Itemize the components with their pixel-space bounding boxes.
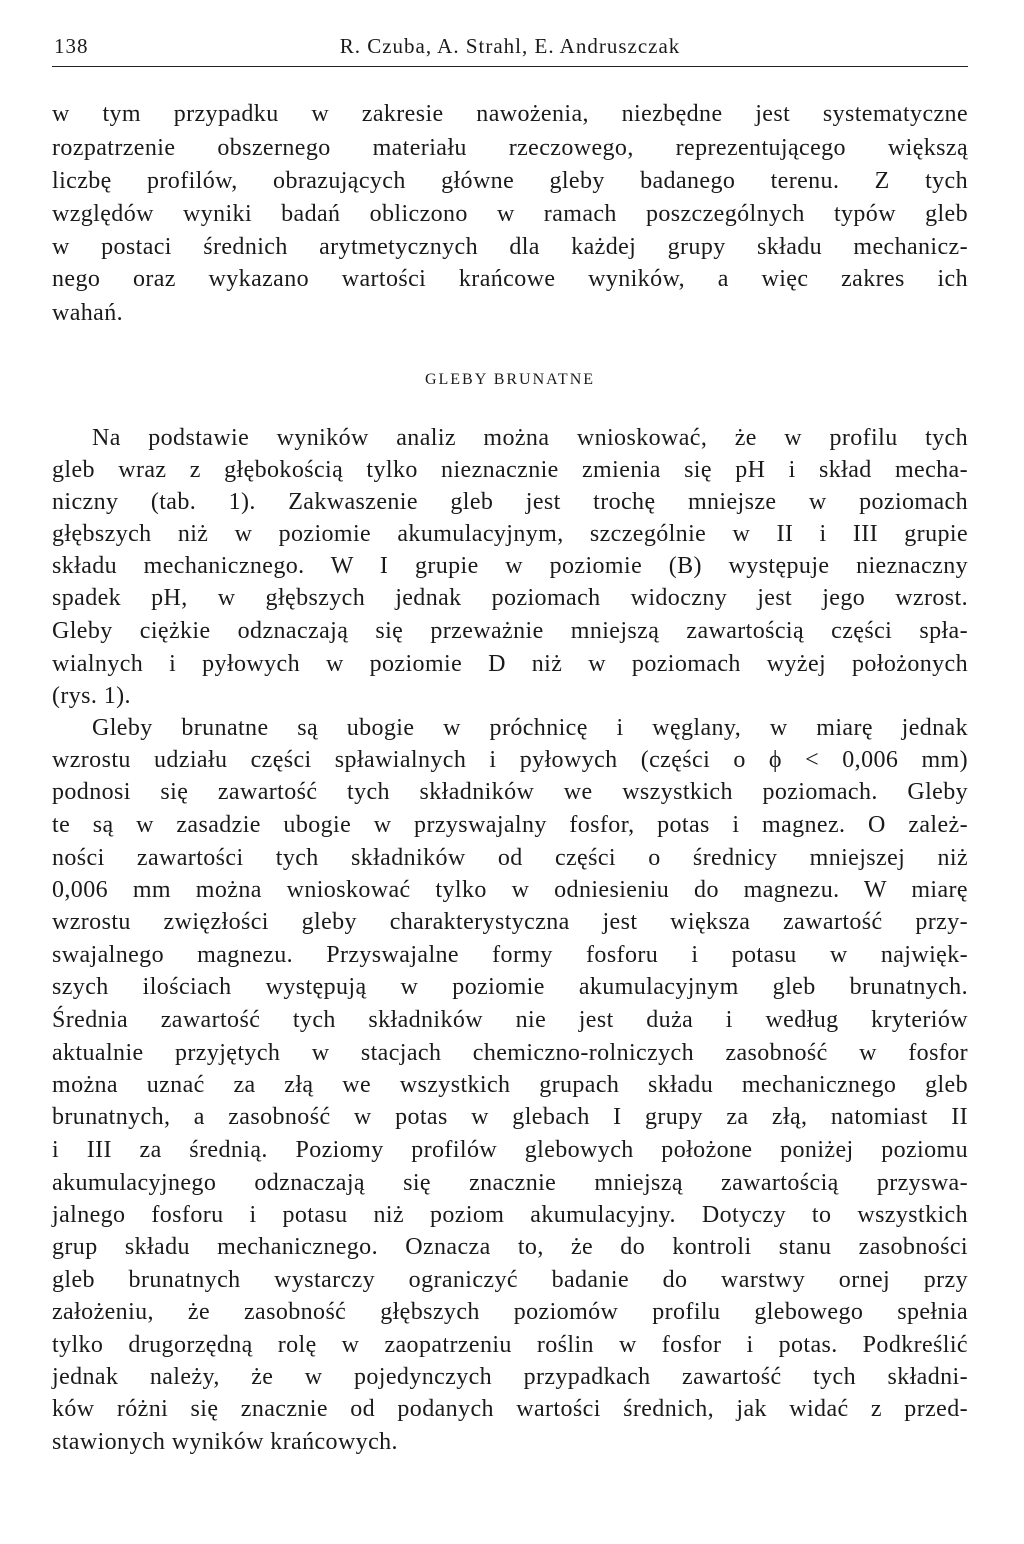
paragraph-1-line: w postaci średnich arytmetycznych dla każdej grupy składu mechanicz- (52, 234, 968, 260)
paragraph-1-line: w tym przypadku w zakresie nawożenia, niezbędne jest systematyczne (52, 101, 968, 127)
paragraph-3-line: ności zawartości tych składników od części o średnicy mniejszej niż (52, 845, 968, 871)
running-head-authors: R. Czuba, A. Strahl, E. Andruszczak (339, 34, 681, 58)
paragraph-3-line: i III za średnią. Poziomy profilów glebowych położone poniżej poziomu (52, 1137, 968, 1163)
page-number: 138 (54, 34, 89, 58)
page-header (52, 30, 968, 67)
paragraph-2-line: Gleby ciężkie odznaczają się przeważnie mniejszą zawartością części spła- (52, 618, 968, 644)
paragraph-2-line: gleb wraz z głębokością tylko nieznacznie zmienia się pH i skład mecha- (52, 457, 968, 483)
paragraph-1-line: liczbę profilów, obrazujących główne gleby badanego terenu. Z tych (52, 168, 968, 194)
paragraph-2-line: niczny (tab. 1). Zakwaszenie gleb jest trochę mniejsze w poziomach (52, 489, 968, 515)
paragraph-2-line: składu mechanicznego. W I grupie w poziomie (B) występuje nieznaczny (52, 553, 968, 579)
paragraph-3-line: ków różni się znacznie od podanych wartości średnich, jak widać z przed- (52, 1396, 968, 1422)
paragraph-3-line: aktualnie przyjętych w stacjach chemiczno-rolniczych zasobność w fosfor (52, 1040, 968, 1066)
paragraph-3-line: podnosi się zawartość tych składników we wszystkich poziomach. Gleby (52, 779, 968, 805)
paragraph-2-line: wialnych i pyłowych w poziomie D niż w poziomach wyżej położonych (52, 651, 968, 677)
paragraph-2-line: (rys. 1). (52, 683, 131, 709)
paragraph-3-line: wzrostu udziału części spławialnych i pyłowych (części o ϕ < 0,006 mm) (52, 747, 968, 773)
paragraph-3-line: tylko drugorzędną rolę w zaopatrzeniu roślin w fosfor i potas. Podkreślić (52, 1332, 968, 1358)
paragraph-3-line: jednak należy, że w pojedynczych przypadkach zawartość tych składni- (52, 1364, 968, 1390)
paragraph-1-line: nego oraz wykazano wartości krańcowe wyników, a więc zakres ich (52, 266, 968, 292)
paragraph-1-line: rozpatrzenie obszernego materiału rzeczowego, reprezentującego większą (52, 135, 968, 161)
paragraph-3-line: wzrostu zwięzłości gleby charakterystyczna jest większa zawartość przy- (52, 909, 968, 935)
paragraph-3-line: brunatnych, a zasobność w potas w glebach I grupy za złą, natomiast II (52, 1104, 968, 1130)
paragraph-3-line: Gleby brunatne są ubogie w próchnicę i węglany, w miarę jednak (92, 715, 968, 741)
paragraph-3-line: szych ilościach występują w poziomie akumulacyjnym gleb brunatnych. (52, 974, 968, 1000)
paragraph-3-line: jalnego fosforu i potasu niż poziom akumulacyjny. Dotyczy to wszystkich (52, 1202, 968, 1228)
paragraph-3-line: grup składu mechanicznego. Oznacza to, że do kontroli stanu zasobności (52, 1234, 968, 1260)
paragraph-1-line: wahań. (52, 300, 124, 326)
paragraph-3-line: można uznać za złą we wszystkich grupach składu mechanicznego gleb (52, 1072, 968, 1098)
paragraph-3-line: swajalnego magnezu. Przyswajalne formy fosforu i potasu w najwięk- (52, 942, 968, 968)
paragraph-3-line: 0,006 mm można wnioskować tylko w odniesieniu do magnezu. W miarę (52, 877, 968, 903)
section-heading: GLEBY BRUNATNE (424, 371, 596, 388)
paragraph-3-line: akumulacyjnego odznaczają się znacznie mniejszą zawartością przyswa- (52, 1170, 968, 1196)
paragraph-2-line: spadek pH, w głębszych jednak poziomach widoczny jest jego wzrost. (52, 585, 968, 611)
paragraph-2-line: Na podstawie wyników analiz można wnioskować, że w profilu tych (92, 425, 968, 451)
paragraph-2-line: głębszych niż w poziomie akumulacyjnym, szczególnie w II i III grupie (52, 521, 968, 547)
paragraph-3-line: założeniu, że zasobność głębszych poziomów profilu glebowego spełnia (52, 1299, 968, 1325)
paragraph-1-line: względów wyniki badań obliczono w ramach poszczególnych typów gleb (52, 201, 968, 227)
paragraph-3-line: gleb brunatnych wystarczy ograniczyć badanie do warstwy ornej przy (52, 1267, 968, 1293)
paragraph-3-line: stawionych wyników krańcowych. (52, 1429, 398, 1455)
paragraph-3-line: te są w zasadzie ubogie w przyswajalny fosfor, potas i magnez. O zależ- (52, 812, 968, 838)
paragraph-3-line: Średnia zawartość tych składników nie jest duża i według kryteriów (52, 1007, 968, 1033)
